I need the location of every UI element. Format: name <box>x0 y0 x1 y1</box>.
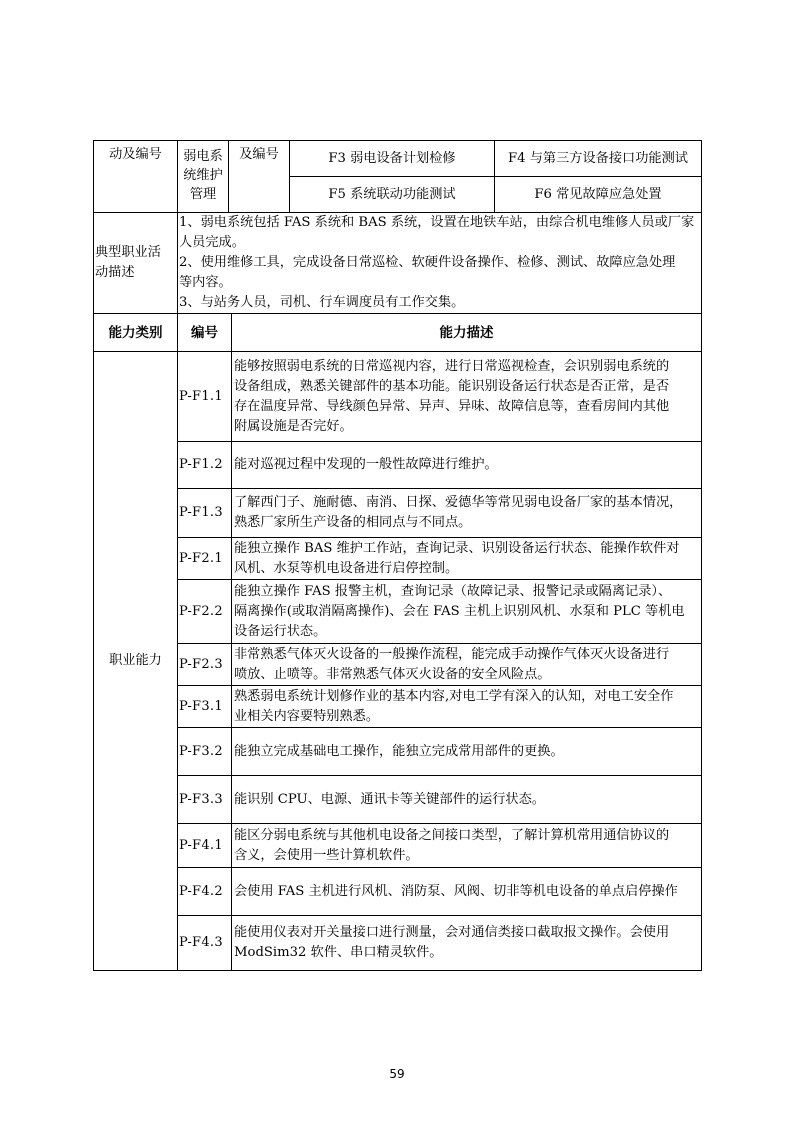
ability-description <box>232 489 702 538</box>
activity-code-label: 动及编号 <box>94 141 178 213</box>
overview-line: 等内容。 <box>179 275 232 290</box>
activity-name-cell <box>178 141 229 213</box>
ability-line: 非常熟悉气体灭火设备的一般操作流程，能完成手动操作气体灭火设备进行 <box>234 646 670 662</box>
ability-line: 能对巡视过程中发现的一般性故障进行维护。 <box>234 457 498 472</box>
overview-line: 人员完成。 <box>179 235 245 250</box>
sub-activity-f6: F6 常见故障应急处置 <box>495 177 702 213</box>
ability-line: 能独立操作 BAS 维护工作站，查询记录、识别设备运行状态、能操作软件对 <box>234 540 680 556</box>
overview-description <box>178 213 702 314</box>
ability-description <box>232 442 702 489</box>
ability-line: 能识别 CPU、电源、通讯卡等关键部件的运行状态。 <box>234 791 545 807</box>
ability-line: 了解西门子、施耐德、南消、日探、爱德华等常见弱电设备厂家的基本情况， <box>234 495 683 510</box>
ability-line: 能区分弱电系统与其他机电设备之间接口类型，了解计算机常用通信协议的 <box>234 827 670 843</box>
ability-description <box>232 824 702 868</box>
ability-description <box>232 728 702 776</box>
header-description: 能力描述 <box>232 314 702 352</box>
ability-code: P-F4.3 <box>178 916 232 971</box>
ability-description <box>232 644 702 686</box>
page-number: 59 <box>389 1067 405 1081</box>
ability-line: 业相关内容要特别熟悉。 <box>234 708 380 724</box>
activity-table <box>93 140 702 213</box>
ability-code: P-F2.3 <box>178 644 232 686</box>
sub-activity-f3: F3 弱电设备计划检修 <box>290 141 495 177</box>
overview-line: 3、与站务人员，司机、行车调度员有工作交集。 <box>179 295 465 310</box>
ability-description <box>232 538 702 580</box>
ability-line: 能够按照弱电系统的日常巡视内容，进行日常巡视检查，会识别弱电系统的 <box>234 358 670 374</box>
ability-line: 能独立完成基础电工操作，能独立完成常用部件的更换。 <box>234 743 564 759</box>
ability-line: 存在温度异常、导线颜色异常、异声、异味、故障信息等，查看房间内其他 <box>234 398 670 414</box>
ability-line: 能使用仪表对开关量接口进行测量，会对通信类接口截取报文操作。会使用 <box>234 925 670 940</box>
ability-code: P-F1.1 <box>178 352 232 442</box>
activity-name-line: 管理 <box>189 187 217 202</box>
ability-line: 能独立操作 FAS 报警主机，查询记录（故障记录、报警记录或隔离记录）、 <box>234 583 672 599</box>
ability-line: 风机、水泵等机电设备进行启停控制。 <box>234 560 459 576</box>
ability-table <box>93 212 702 971</box>
sub-activity-f5: F5 系统联动功能测试 <box>290 177 495 213</box>
ability-line: 熟悉弱电系统计划修作业的基本内容,对电工学有深入的认知，对电工安全作 <box>234 688 674 704</box>
ability-line: 含义，会使用一些计算机软件。 <box>234 847 419 863</box>
header-category: 能力类别 <box>94 314 178 352</box>
overview-line: 1、弱电系统包括 FAS 系统和 BAS 系统，设置在地铁车站，由综合机电维修人员或厂家 <box>179 215 695 230</box>
ability-description <box>232 916 702 971</box>
ability-description <box>232 776 702 824</box>
ability-line: 会使用 FAS 主机进行风机、消防泵、风阀、切非等机电设备的单点启停操作 <box>234 883 678 899</box>
ability-description <box>232 352 702 442</box>
sub-activity-label: 及编号 <box>229 141 290 213</box>
ability-line: 设备组成，熟悉关键部件的基本功能。能识别设备运行状态是否正常，是否 <box>234 378 670 394</box>
sub-activity-f4: F4 与第三方设备接口功能测试 <box>495 141 702 177</box>
ability-description <box>232 868 702 916</box>
ability-line: 设备运行状态。 <box>234 623 327 639</box>
ability-line: 隔离操作(或取消隔离操作)、会在 FAS 主机上识别风机、水泵和 PLC 等机电 <box>234 603 685 619</box>
activity-name-line: 统维护 <box>183 168 223 183</box>
activity-name-line: 弱电系 <box>183 149 223 164</box>
overview-label-line: 典型职业活 <box>95 245 161 260</box>
ability-code: P-F2.2 <box>178 580 232 644</box>
ability-description <box>232 686 702 728</box>
overview-line: 2、使用维修工具，完成设备日常巡检、软硬件设备操作、检修、测试、故障应急处理 <box>179 255 676 270</box>
ability-line: 喷放、止喷等。非常熟悉气体灭火设备的安全风险点。 <box>234 666 551 682</box>
overview-label <box>94 213 178 314</box>
header-code: 编号 <box>178 314 232 352</box>
ability-code: P-F4.2 <box>178 868 232 916</box>
ability-description <box>232 580 702 644</box>
ability-category: 职业能力 <box>94 352 178 971</box>
ability-line: 熟悉厂家所生产设备的相同点与不同点。 <box>234 515 472 530</box>
ability-code: P-F3.2 <box>178 728 232 776</box>
ability-line: 附属设施是否完好。 <box>234 418 353 434</box>
ability-code: P-F2.1 <box>178 538 232 580</box>
ability-code: P-F3.3 <box>178 776 232 824</box>
ability-code: P-F3.1 <box>178 686 232 728</box>
ability-code: P-F1.3 <box>178 489 232 538</box>
ability-code: P-F4.1 <box>178 824 232 868</box>
overview-label-line: 动描述 <box>95 265 135 280</box>
ability-code: P-F1.2 <box>178 442 232 489</box>
ability-line: ModSim32 软件、串口精灵软件。 <box>234 945 443 960</box>
